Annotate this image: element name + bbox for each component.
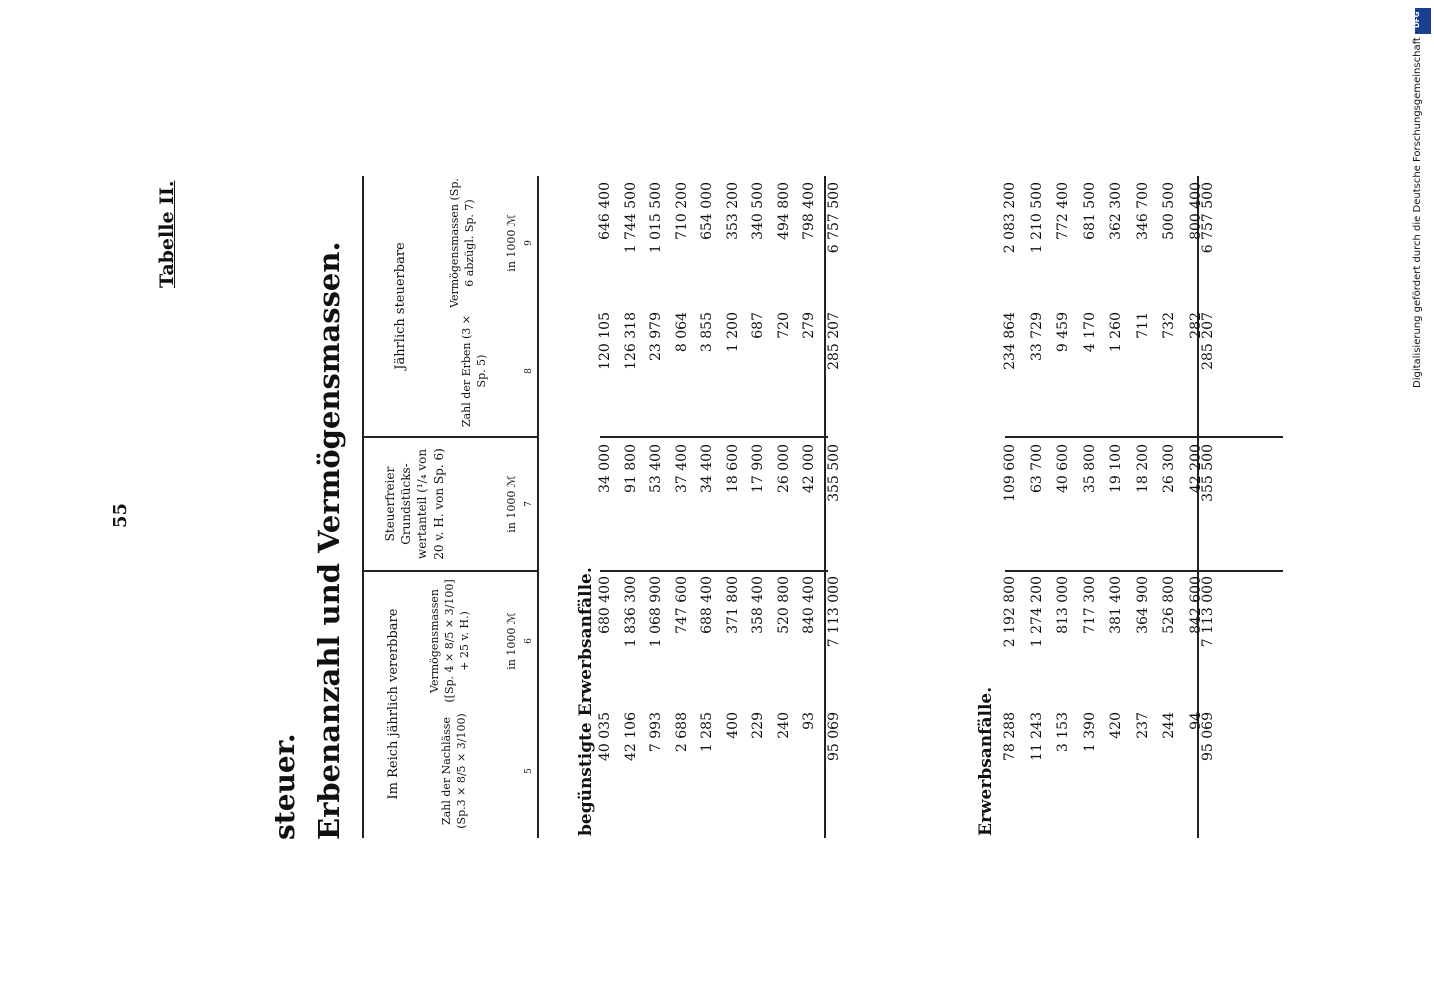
total-cell: 285 207 [1200, 312, 1216, 370]
table-cell: 126 318 [622, 312, 639, 370]
header-col5: Zahl der Nachlässe (Sp.3 × 8/5 × 3/100) [440, 713, 468, 829]
section-label-beguenstigt: begünstigte Erwerbsanfälle. [576, 567, 596, 836]
table-cell: 120 105 [597, 312, 613, 370]
header-group-steuerbar: Jährlich steuerbare [393, 242, 408, 370]
header-divider-7-8 [364, 437, 537, 439]
table-cell: 646 400 [597, 182, 613, 240]
table-cell: 813 000 [1055, 576, 1071, 634]
total-cell: 95 069 [1200, 712, 1216, 761]
table-cell: 520 800 [775, 576, 792, 634]
table-cell: 282 [1187, 312, 1204, 339]
colnum-8: 8 [524, 368, 534, 374]
header-col6: Vermögensmassen ([Sp. 4 × 8/5 × 3/100] + 25 v. H.) [428, 579, 471, 703]
table-cell: 3 855 [699, 312, 715, 353]
table-cell: 681 500 [1081, 182, 1098, 240]
table-cell: 93 [801, 712, 817, 730]
body2-divider-6-7 [1005, 571, 1283, 573]
table-cell: 364 900 [1134, 576, 1151, 634]
table-cell: 1 015 500 [648, 182, 664, 254]
table-cell: 1 260 [1108, 312, 1124, 353]
table-cell: 40 035 [597, 712, 613, 761]
table-cell: 63 700 [1028, 444, 1045, 493]
table-cell: 800 400 [1187, 182, 1204, 240]
table-cell: 747 600 [673, 576, 690, 634]
total-cell: 95 069 [826, 712, 842, 761]
table-cell: 18 600 [724, 444, 741, 493]
table-cell: 494 800 [775, 182, 792, 240]
table-cell: 17 900 [750, 444, 766, 493]
table-cell: 362 300 [1108, 182, 1124, 240]
table-cell: 1 274 200 [1028, 576, 1045, 648]
body1-divider-6-7 [600, 571, 828, 573]
dfg-credit [1412, 8, 1428, 388]
table-cell: 400 [724, 712, 741, 739]
table-cell: 237 [1134, 712, 1151, 739]
table-cell: 720 [775, 312, 792, 339]
table-cell: 654 000 [699, 182, 715, 240]
table-cell: 688 400 [699, 576, 715, 634]
total-cell: 355 500 [826, 444, 842, 502]
body2-divider-7-8 [1005, 437, 1283, 439]
table-cell: 732 [1161, 312, 1177, 339]
total-cell: 6 757 500 [826, 182, 842, 254]
table-cell: 78 288 [1002, 712, 1018, 761]
header-group-reich: Im Reich jährlich vererbbare [386, 608, 401, 800]
table-cell: 18 200 [1134, 444, 1151, 493]
table-cell: 91 800 [622, 444, 639, 493]
total-cell: 285 207 [826, 312, 842, 370]
table-cell: 1 200 [724, 312, 741, 353]
table-cell: 42 000 [801, 444, 817, 493]
table-cell: 381 400 [1108, 576, 1124, 634]
table-cell: 1 744 500 [622, 182, 639, 254]
table-cell: 711 [1134, 312, 1151, 339]
table-cell: 53 400 [648, 444, 664, 493]
colnum-9: 9 [524, 240, 534, 246]
table-cell: 229 [750, 712, 766, 739]
table-cell: 109 600 [1002, 444, 1018, 502]
title-line2: Erbenanzahl und Vermögensmassen. [312, 241, 346, 840]
table-cell: 42 200 [1187, 444, 1204, 493]
header-col7: Steuerfreier Grundstücks-wertanteil (¹/₄ von 20 v. H. von Sp. 6) [383, 448, 446, 560]
table-cell: 8 064 [673, 312, 690, 353]
table-cell: 34 000 [597, 444, 613, 493]
table-cell: 1 068 900 [648, 576, 664, 648]
table-cell: 244 [1161, 712, 1177, 739]
table-cell: 34 400 [699, 444, 715, 493]
total-cell: 355 500 [1200, 444, 1216, 502]
dfg-credit-text: Digitalisierung gefördert durch die Deutsche Forschungsgemeinschaft · [1412, 30, 1423, 388]
header-bottom-rule [537, 176, 539, 838]
header-col6-unit: in 1000 ℳ [505, 612, 518, 670]
title-line1: steuer. [268, 733, 301, 840]
table-cell: 500 500 [1161, 182, 1177, 240]
table-cell: 26 000 [775, 444, 792, 493]
table-cell: 234 864 [1002, 312, 1018, 370]
section-label-erwerbsanfaelle: Erwerbsanfälle. [976, 686, 996, 836]
page-number: 55 [110, 502, 131, 528]
dfg-logo: DFG [1415, 8, 1431, 34]
header-col9: Vermögensmassen (Sp. 6 abzügl. Sp. 7) [448, 178, 476, 308]
table-cell: 33 729 [1028, 312, 1045, 361]
header-col9-unit: in 1000 ℳ [505, 214, 518, 272]
table-cell: 680 400 [597, 576, 613, 634]
table-cell: 19 100 [1108, 444, 1124, 493]
body1-divider-7-8 [600, 437, 828, 439]
table-cell: 1 210 500 [1028, 182, 1045, 254]
table-cell: 840 400 [801, 576, 817, 634]
table-cell: 1 285 [699, 712, 715, 753]
table-cell: 1 836 300 [622, 576, 639, 648]
header-col8: Zahl der Erben (3 × Sp. 5) [460, 314, 488, 428]
table-cell: 340 500 [750, 182, 766, 240]
table-cell: 40 600 [1055, 444, 1071, 493]
table-cell: 35 800 [1081, 444, 1098, 493]
table-cell: 1 390 [1081, 712, 1098, 753]
table-cell: 798 400 [801, 182, 817, 240]
table-cell: 37 400 [673, 444, 690, 493]
total-cell: 7 113 000 [826, 576, 842, 648]
table-cell: 353 200 [724, 182, 741, 240]
table-cell: 240 [775, 712, 792, 739]
table-cell: 358 400 [750, 576, 766, 634]
table-cell: 2 192 800 [1002, 576, 1018, 648]
table-cell: 526 800 [1161, 576, 1177, 634]
table-top-rule [362, 176, 364, 838]
colnum-6: 6 [524, 638, 534, 644]
table-cell: 842 600 [1187, 576, 1204, 634]
table-cell: 3 153 [1055, 712, 1071, 753]
table-cell: 710 200 [673, 182, 690, 240]
table-cell: 420 [1108, 712, 1124, 739]
colnum-7: 7 [524, 501, 534, 507]
total-cell: 6 757 500 [1200, 182, 1216, 254]
table-cell: 687 [750, 312, 766, 339]
table-cell: 7 993 [648, 712, 664, 753]
table-cell: 23 979 [648, 312, 664, 361]
header-col7-unit: in 1000 ℳ [505, 475, 518, 533]
table-cell: 279 [801, 312, 817, 339]
colnum-5: 5 [524, 768, 534, 774]
table-cell: 11 243 [1028, 712, 1045, 761]
table-cell: 9 459 [1055, 312, 1071, 353]
tabelle-label: Tabelle II. [156, 180, 178, 288]
header-divider-6-7 [364, 571, 537, 573]
table-cell: 346 700 [1134, 182, 1151, 240]
total-cell: 7 113 000 [1200, 576, 1216, 648]
table-cell: 26 300 [1161, 444, 1177, 493]
table-cell: 42 106 [622, 712, 639, 761]
table-cell: 2 688 [673, 712, 690, 753]
table-cell: 772 400 [1055, 182, 1071, 240]
table-cell: 2 083 200 [1002, 182, 1018, 254]
table-cell: 717 300 [1081, 576, 1098, 634]
table-cell: 94 [1187, 712, 1204, 730]
table-cell: 4 170 [1081, 312, 1098, 353]
table-cell: 371 800 [724, 576, 741, 634]
